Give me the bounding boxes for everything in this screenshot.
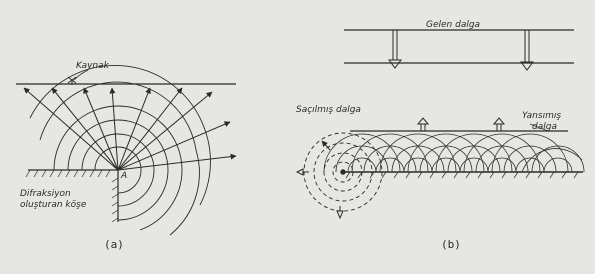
label-diffraction-2: oluşturan köşe xyxy=(20,200,87,210)
reflector xyxy=(343,172,583,178)
huygens-wavelets xyxy=(324,134,584,172)
caption-b: (b) xyxy=(441,238,461,251)
label-diffraction-1: Difraksiyon xyxy=(20,189,71,199)
edge-point xyxy=(341,170,345,174)
label-point-a: A xyxy=(121,171,128,181)
label-source: Kaynak xyxy=(76,61,109,71)
caption-a: (a) xyxy=(104,238,124,251)
label-scattered-wave: Saçılmış dalga xyxy=(296,105,361,115)
label-reflected-2: dalga xyxy=(532,122,557,132)
incoming-arrows xyxy=(389,30,533,70)
label-incoming-wave: Gelen dalga xyxy=(426,20,481,30)
reflected-arrows xyxy=(418,118,504,131)
label-reflected-1: Yansımış xyxy=(522,111,562,121)
